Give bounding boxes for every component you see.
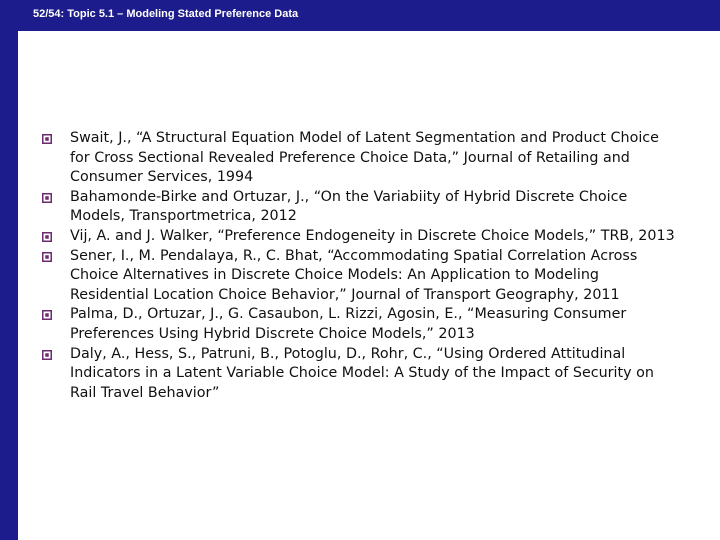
square-bullet-icon <box>42 310 52 320</box>
slide-header-title: 52/54: Topic 5.1 – Modeling Stated Preference Data <box>33 8 299 20</box>
reference-text: Daly, A., Hess, S., Patruni, B., Potoglu, D., Rohr, C., “Using Ordered Attitudinal Indicators in a Latent Variable Choice Model: A Study of the Impact of Security on Rail Travel Behavior” <box>70 345 654 401</box>
reference-text: Bahamonde-Birke and Ortuzar, J., “On the Variabiity of Hybrid Discrete Choice Models, Transportmetrica, 2012 <box>70 188 628 225</box>
list-item <box>42 247 682 306</box>
square-bullet-icon <box>42 134 52 144</box>
reference-text: Vij, A. and J. Walker, “Preference Endogeneity in Discrete Choice Models,” TRB, 2013 <box>70 227 675 244</box>
list-item <box>42 305 682 344</box>
reference-text: Swait, J., “A Structural Equation Model of Latent Segmentation and Product Choice for Cross Sectional Revealed Preference Choice Data,” Journal of Retailing and Consumer Services, 1994 <box>70 130 659 186</box>
reference-text: Sener, I., M. Pendalaya, R., C. Bhat, “Accommodating Spatial Correlation Across Choice Alternatives in Discrete Choice Models: An Application to Modeling Residential Location Choice Behavior,” Journal of Transport Geography, 2011 <box>70 247 638 303</box>
square-bullet-icon <box>42 193 52 203</box>
left-frame-bar <box>0 0 18 540</box>
square-bullet-icon <box>42 232 52 242</box>
square-bullet-icon <box>42 350 52 360</box>
list-item <box>42 129 682 188</box>
reference-list <box>42 129 682 403</box>
list-item <box>42 345 682 404</box>
list-item <box>42 188 682 227</box>
reference-text: Palma, D., Ortuzar, J., G. Casaubon, L. Rizzi, Agosin, E., “Measuring Consumer Preferences Using Hybrid Discrete Choice Models,” 2013 <box>70 306 627 342</box>
list-item <box>42 227 682 247</box>
square-bullet-icon <box>42 252 52 262</box>
